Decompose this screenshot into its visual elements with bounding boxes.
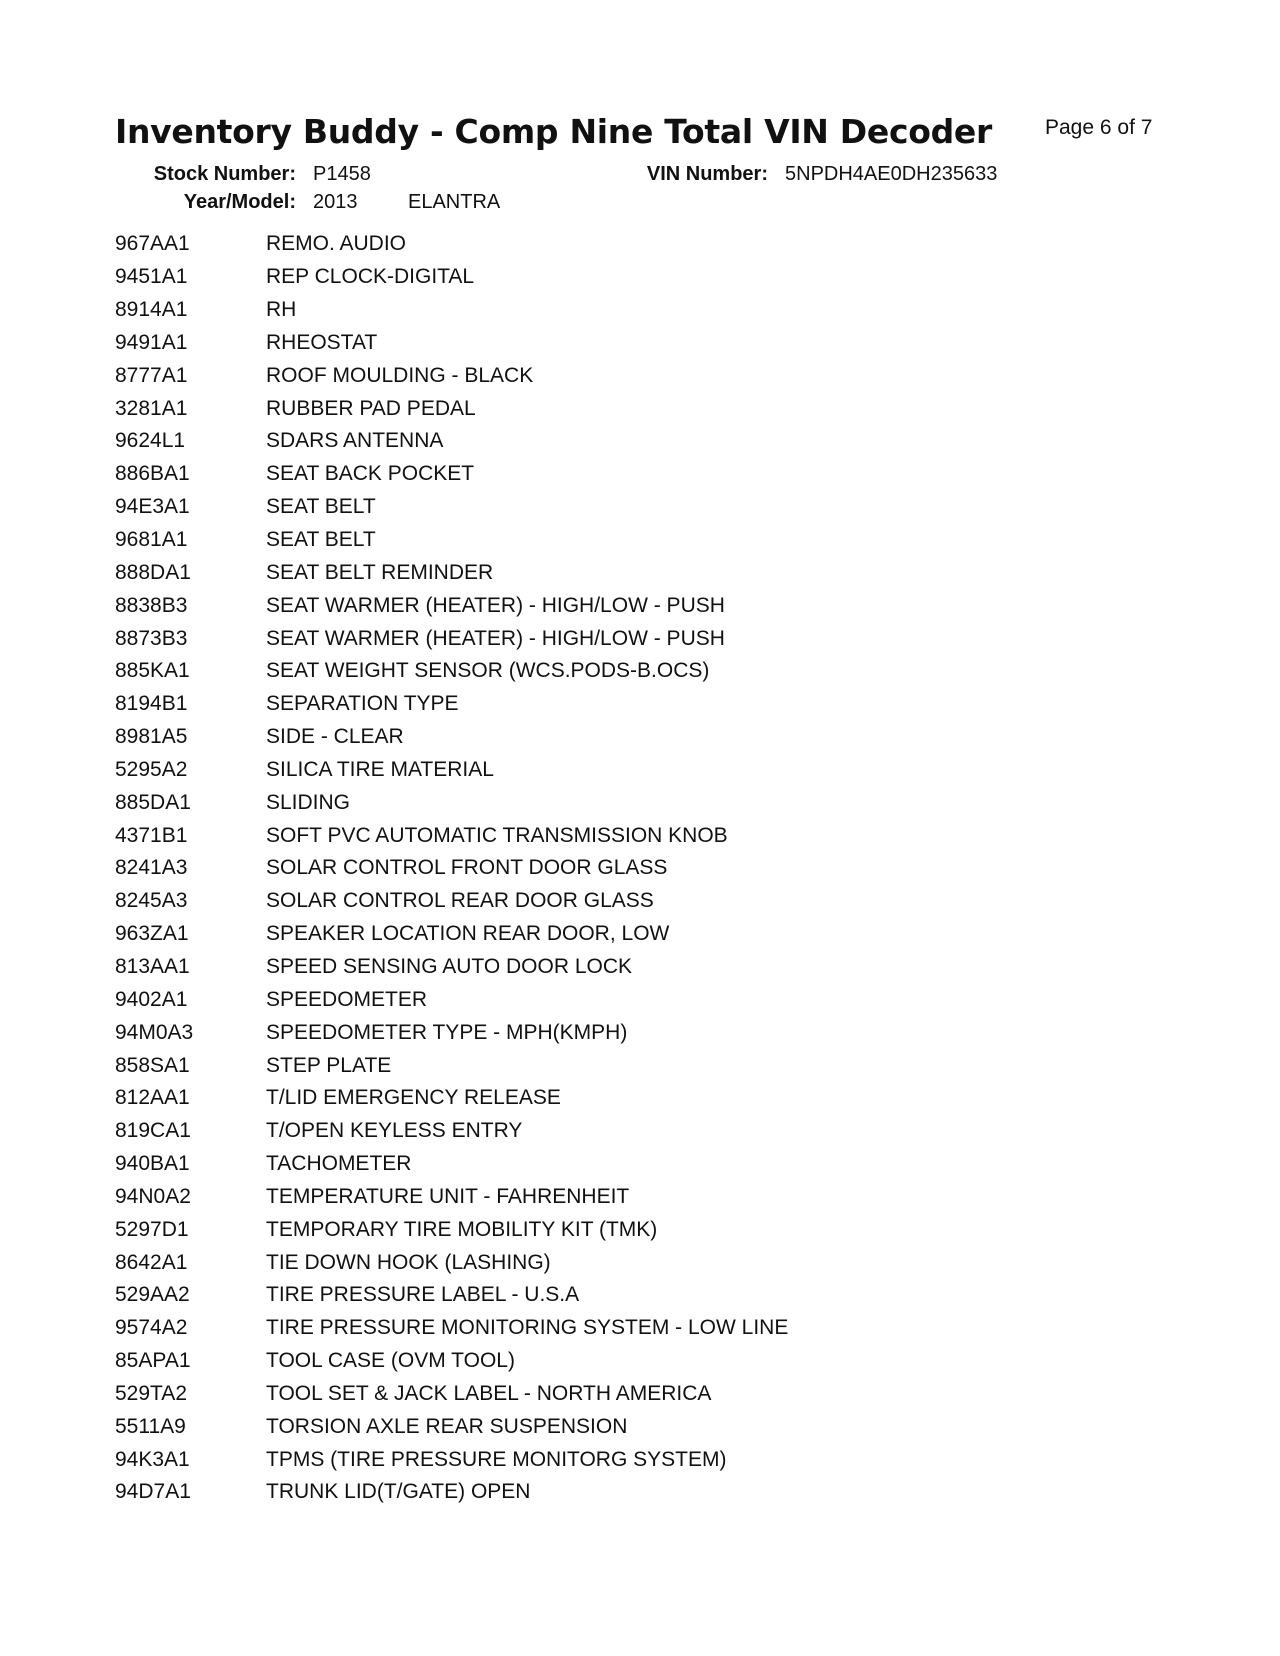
option-description: TPMS (TIRE PRESSURE MONITORG SYSTEM) <box>266 1447 727 1471</box>
option-code-list <box>115 228 875 1509</box>
option-code: 8914A1 <box>115 298 188 322</box>
option-code: 529TA2 <box>115 1381 187 1405</box>
option-row <box>115 1279 875 1312</box>
option-row <box>115 885 875 918</box>
option-code: 8777A1 <box>115 363 188 387</box>
option-row <box>115 1312 875 1345</box>
option-description: TEMPORARY TIRE MOBILITY KIT (TMK) <box>266 1217 658 1241</box>
option-row <box>115 556 875 589</box>
option-description: SEAT WEIGHT SENSOR (WCS.PODS-B.OCS) <box>266 659 710 683</box>
stock-number-value: P1458 <box>313 163 371 185</box>
page-title: Inventory Buddy - Comp Nine Total VIN Decoder <box>115 112 992 151</box>
option-row <box>115 294 875 327</box>
option-row <box>115 1345 875 1378</box>
option-description: RH <box>266 298 297 322</box>
option-code: 8194B1 <box>115 692 188 716</box>
option-code: 94M0A3 <box>115 1020 194 1044</box>
option-description: SEAT BELT <box>266 528 376 552</box>
option-row <box>115 1148 875 1181</box>
option-row <box>115 918 875 951</box>
option-code: 813AA1 <box>115 954 190 978</box>
option-description: SOLAR CONTROL REAR DOOR GLASS <box>266 889 654 913</box>
option-description: SIDE - CLEAR <box>266 725 404 749</box>
option-row <box>115 688 875 721</box>
option-code: 858SA1 <box>115 1053 190 1077</box>
option-description: TORSION AXLE REAR SUSPENSION <box>266 1414 628 1438</box>
option-description: SPEEDOMETER TYPE - MPH(KMPH) <box>266 1020 628 1044</box>
option-code: 8873B3 <box>115 626 188 650</box>
option-description: SEPARATION TYPE <box>266 692 459 716</box>
option-row <box>115 786 875 819</box>
vin-number-label: VIN Number: <box>646 163 768 185</box>
option-code: 885DA1 <box>115 790 191 814</box>
option-description: SEAT WARMER (HEATER) - HIGH/LOW - PUSH <box>266 593 725 617</box>
option-row <box>115 852 875 885</box>
option-description: REMO. AUDIO <box>266 232 407 256</box>
option-code: 9491A1 <box>115 330 188 354</box>
option-row <box>115 721 875 754</box>
option-code: 94N0A2 <box>115 1184 191 1208</box>
option-code: 9681A1 <box>115 528 188 552</box>
option-code: 9624L1 <box>115 429 186 453</box>
option-code: 8642A1 <box>115 1250 188 1274</box>
option-description: STEP PLATE <box>266 1053 392 1077</box>
option-code: 4371B1 <box>115 823 188 847</box>
option-row <box>115 622 875 655</box>
option-row <box>115 983 875 1016</box>
option-row <box>115 458 875 491</box>
option-description: SPEAKER LOCATION REAR DOOR, LOW <box>266 922 670 946</box>
vin-number-value: 5NPDH4AE0DH235633 <box>785 163 998 185</box>
option-description: SPEED SENSING AUTO DOOR LOCK <box>266 954 633 978</box>
option-description: T/OPEN KEYLESS ENTRY <box>266 1119 523 1143</box>
option-row <box>115 1180 875 1213</box>
option-description: SPEEDOMETER <box>266 987 428 1011</box>
option-code: 886BA1 <box>115 462 190 486</box>
option-row <box>115 1443 875 1476</box>
option-description: RUBBER PAD PEDAL <box>266 396 476 420</box>
option-row <box>115 261 875 294</box>
option-code: 888DA1 <box>115 560 191 584</box>
option-description: SEAT BELT <box>266 495 376 519</box>
option-row <box>115 655 875 688</box>
option-code: 812AA1 <box>115 1086 190 1110</box>
option-row <box>115 392 875 425</box>
option-code: 940BA1 <box>115 1152 190 1176</box>
option-code: 94K3A1 <box>115 1447 190 1471</box>
option-row <box>115 1246 875 1279</box>
option-row <box>115 524 875 557</box>
option-row <box>115 1378 875 1411</box>
option-description: ROOF MOULDING - BLACK <box>266 363 534 387</box>
option-code: 9402A1 <box>115 987 188 1011</box>
option-row <box>115 1476 875 1509</box>
option-row <box>115 327 875 360</box>
option-code: 9451A1 <box>115 265 188 289</box>
option-row <box>115 425 875 458</box>
option-description: TOOL CASE (OVM TOOL) <box>266 1349 515 1373</box>
option-description: TEMPERATURE UNIT - FAHRENHEIT <box>266 1184 630 1208</box>
option-description: TIE DOWN HOOK (LASHING) <box>266 1250 551 1274</box>
option-code: 8245A3 <box>115 889 188 913</box>
option-description: SDARS ANTENNA <box>266 429 444 453</box>
option-row <box>115 1115 875 1148</box>
option-description: T/LID EMERGENCY RELEASE <box>266 1086 561 1110</box>
year-value: 2013 <box>313 191 358 213</box>
option-code: 819CA1 <box>115 1119 191 1143</box>
option-code: 94D7A1 <box>115 1480 191 1504</box>
option-code: 94E3A1 <box>115 495 190 519</box>
option-row <box>115 228 875 261</box>
option-row <box>115 589 875 622</box>
option-description: SEAT WARMER (HEATER) - HIGH/LOW - PUSH <box>266 626 725 650</box>
option-row <box>115 951 875 984</box>
option-description: SEAT BELT REMINDER <box>266 560 494 584</box>
option-description: TOOL SET & JACK LABEL - NORTH AMERICA <box>266 1381 712 1405</box>
option-code: 5295A2 <box>115 757 188 781</box>
option-description: TRUNK LID(T/GATE) OPEN <box>266 1480 531 1504</box>
option-description: SLIDING <box>266 790 351 814</box>
option-code: 8981A5 <box>115 725 188 749</box>
option-description: TACHOMETER <box>266 1152 412 1176</box>
option-code: 3281A1 <box>115 396 188 420</box>
option-description: SEAT BACK POCKET <box>266 462 475 486</box>
option-code: 963ZA1 <box>115 922 189 946</box>
option-description: TIRE PRESSURE MONITORING SYSTEM - LOW LINE <box>266 1316 789 1340</box>
option-code: 85APA1 <box>115 1349 191 1373</box>
year-model-label: Year/Model: <box>183 191 296 213</box>
option-row <box>115 1213 875 1246</box>
option-row <box>115 491 875 524</box>
option-code: 885KA1 <box>115 659 190 683</box>
page-number: Page 6 of 7 <box>1045 116 1153 139</box>
option-row <box>115 359 875 392</box>
option-code: 5511A9 <box>115 1414 186 1438</box>
option-row <box>115 754 875 787</box>
stock-number-label: Stock Number: <box>153 163 296 185</box>
option-description: TIRE PRESSURE LABEL - U.S.A <box>266 1283 580 1307</box>
model-value: ELANTRA <box>408 191 501 213</box>
option-row <box>115 1049 875 1082</box>
option-description: SOFT PVC AUTOMATIC TRANSMISSION KNOB <box>266 823 728 847</box>
option-row <box>115 1016 875 1049</box>
option-row <box>115 1410 875 1443</box>
option-code: 8241A3 <box>115 856 188 880</box>
option-description: RHEOSTAT <box>266 330 378 354</box>
option-code: 8838B3 <box>115 593 188 617</box>
option-description: REP CLOCK-DIGITAL <box>266 265 475 289</box>
option-row <box>115 819 875 852</box>
option-code: 967AA1 <box>115 232 190 256</box>
option-description: SILICA TIRE MATERIAL <box>266 757 494 781</box>
option-code: 5297D1 <box>115 1217 189 1241</box>
option-code: 529AA2 <box>115 1283 190 1307</box>
option-code: 9574A2 <box>115 1316 188 1340</box>
option-row <box>115 1082 875 1115</box>
option-description: SOLAR CONTROL FRONT DOOR GLASS <box>266 856 668 880</box>
